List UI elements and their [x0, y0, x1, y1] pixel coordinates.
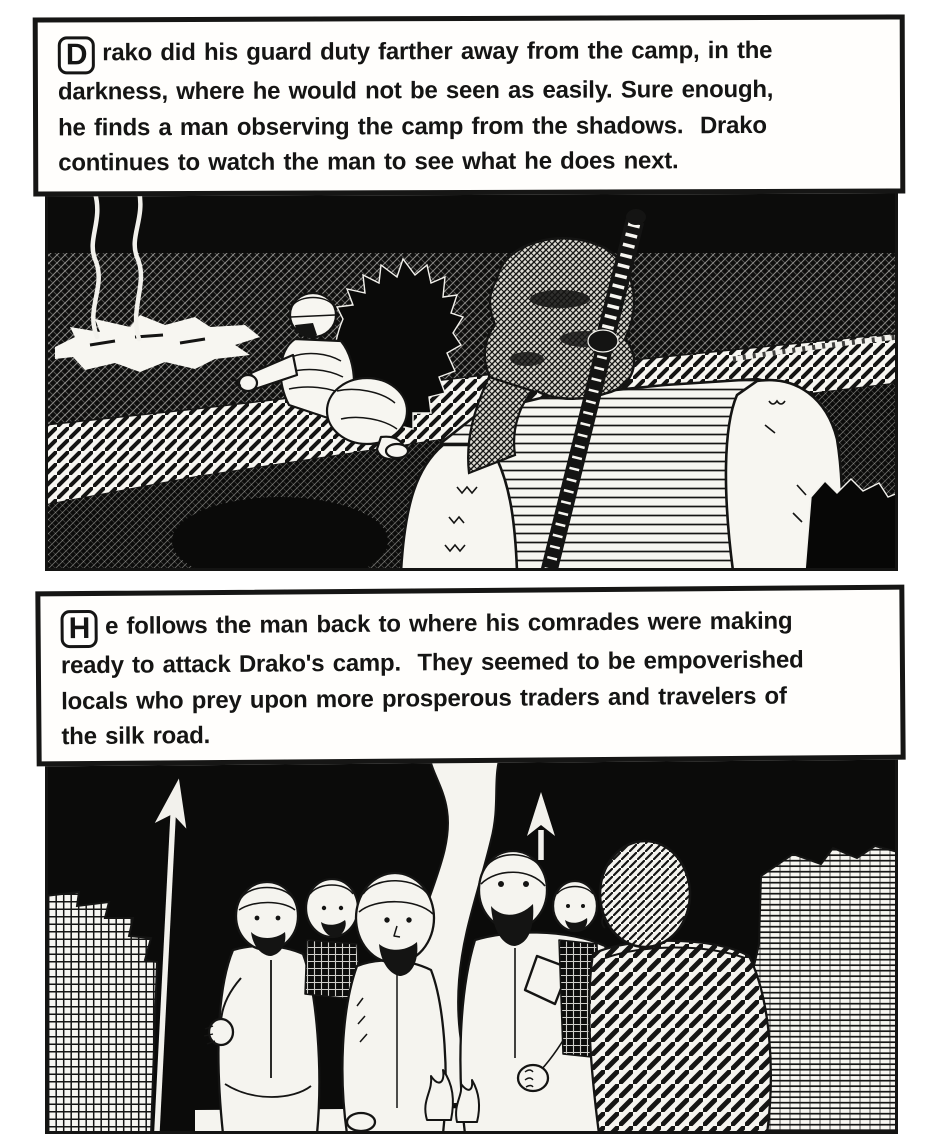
- caption-1-text: [58, 33, 883, 181]
- panel-1-illustration: [45, 187, 898, 571]
- caption-2-drop-cap: H: [60, 610, 98, 648]
- caption-2-body: e follows the man back to where his comrades were making ready to attack Drako's camp. They seemed to be empoverished locals who prey upon more prosperous traders and travelers of the silk road.: [60, 607, 804, 751]
- caption-1-drop-cap: D: [58, 36, 96, 74]
- panel-2-illustration: [45, 748, 898, 1134]
- caption-1-body: rako did his guard duty farther away from the camp, in the darkness, where he would not be seen as easily. Sure enough, he finds a man observing the camp from the shadows. Drako continues to watch the man to see what he does next.: [57, 36, 774, 177]
- caption-box-2: [35, 585, 905, 767]
- corner-bush: [805, 479, 898, 571]
- caption-2-text: [60, 603, 882, 755]
- caption-box-1: [33, 14, 906, 196]
